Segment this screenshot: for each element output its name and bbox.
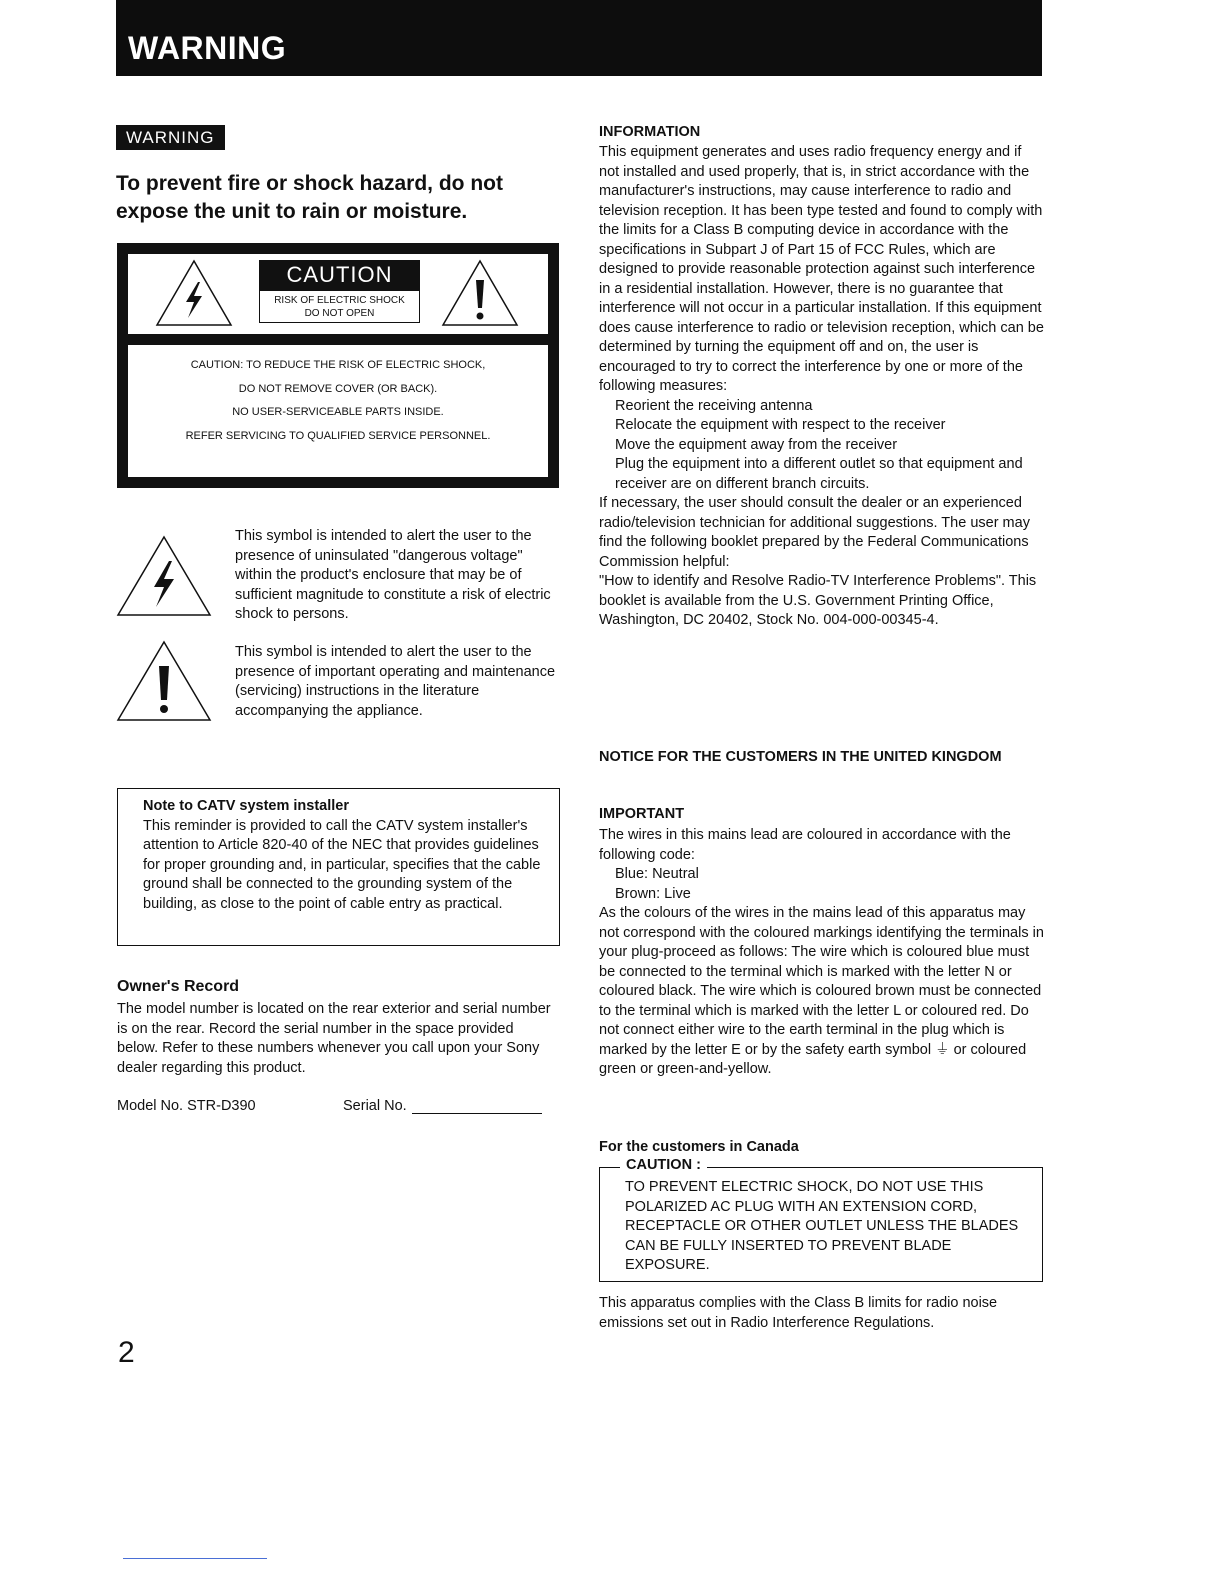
important-title: IMPORTANT — [599, 806, 685, 822]
page-title: WARNING — [128, 30, 287, 66]
caution-sub-line2: DO NOT OPEN — [304, 308, 375, 319]
wire-code: Blue: Neutral — [615, 866, 699, 882]
lightning-triangle-icon — [154, 258, 234, 328]
canada-title: For the customers in Canada — [599, 1139, 799, 1155]
information-section — [599, 143, 1044, 631]
exclamation-symbol-icon — [116, 640, 212, 722]
serial-number-blank — [412, 1113, 542, 1114]
caution-word: CAUTION — [259, 260, 420, 290]
caution-line: NO USER-SERVICEABLE PARTS INSIDE. — [232, 406, 444, 418]
caution-lines — [128, 354, 548, 448]
information-text-3: "How to identify and Resolve Radio-TV Interference Problems". This booklet is available from the U.S. Government Printing Office, Washington, DC 20402, Stock No. 004-000-00345-4. — [599, 573, 1037, 628]
information-title: INFORMATION — [599, 124, 701, 140]
bottom-rule — [123, 1558, 267, 1559]
wire-code: Brown: Live — [615, 885, 691, 902]
exclamation-triangle-icon — [440, 258, 520, 328]
important-section — [599, 826, 1044, 1080]
important-intro: The wires in this mains lead are coloured in accordance with the following code: — [599, 827, 1011, 863]
warning-label: WARNING — [116, 125, 225, 150]
catv-note-text: This reminder is provided to call the CATV system installer's attention to Article 820-40 of the NEC that provides guidelines for proper grounding and, in particular, specifies that the cable ground shall be connected to the grounding system of the building, as close to the point of cable entry as practical. — [143, 817, 541, 912]
caution-line: DO NOT REMOVE COVER (OR BACK). — [238, 382, 438, 395]
serial-number-label: Serial No. — [343, 1098, 407, 1114]
canada-caution-text: TO PREVENT ELECTRIC SHOCK, DO NOT USE THIS POLARIZED AC PLUG WITH AN EXTENSION CORD, RECEPTACLE OR OTHER OUTLET UNLESS THE BLADES CAN BE FULLY INSERTED TO PREVENT BLADE EXPOSURE. — [625, 1179, 1019, 1273]
owners-record-title: Owner's Record — [117, 978, 240, 995]
caution-line: CAUTION: TO REDUCE THE RISK OF ELECTRIC SHOCK, — [190, 359, 486, 371]
caution-line: REFER SERVICING TO QUALIFIED SERVICE PERSONNEL. — [185, 429, 491, 442]
measure-item: Move the equipment away from the receiver — [615, 436, 898, 453]
measure-item: Plug the equipment into a different outlet so that equipment and receiver are on different branch circuits. — [615, 456, 1023, 492]
model-number: Model No. STR-D390 — [117, 1098, 256, 1114]
information-text-2: If necessary, the user should consult the dealer or an experienced radio/television technician for additional suggestions. The user may find the following booklet prepared by the Federal Communications Commission helpful: — [599, 495, 1030, 570]
uk-notice-title: NOTICE FOR THE CUSTOMERS IN THE UNITED KINGDOM — [599, 749, 1002, 765]
caution-sub-line1: RISK OF ELECTRIC SHOCK — [274, 295, 405, 306]
measure-item: Relocate the equipment with respect to the receiver — [615, 417, 946, 433]
catv-note — [143, 797, 548, 914]
information-text: This equipment generates and uses radio frequency energy and if not installed and used properly, that is, in strict accordance with the manufacturer's instructions, may cause interference to radio and television reception. It has been type tested and found to comply with the limits for a Class B computing device in accordance with the specifications in Subpart J of Part 15 of FCC Rules, which are designed to provide reasonable protection against such interference in a residential installation. However, there is no guarantee that interference will not occur in a particular installation. If this equipment does cause interference to radio or television reception, which can be determined by turning the equipment off and on, the user is encouraged to try to correct the interference by one or more of the following measures: — [599, 144, 1044, 394]
measure-item: Reorient the receiving antenna — [615, 397, 813, 414]
important-text: As the colours of the wires in the mains lead of this apparatus may not correspond with the coloured markings identifying the terminals in your plug-proceed as follows: The wire which is coloured blue must be connected to the terminal which is marked with the letter N or coloured black. The wire which is coloured brown must be connected to the terminal which is marked with the letter L or coloured red. Do not connect either wire to the earth terminal in the plug which is marked by the letter E or by the safety earth symbol ⏚ or coloured green or green-and-yellow. — [599, 905, 1044, 1077]
canada-caution-label: CAUTION : — [620, 1157, 707, 1173]
class-b-compliance-text: This apparatus complies with the Class B limits for radio noise emissions set out in Radio Interference Regulations. — [599, 1295, 998, 1331]
catv-note-title: Note to CATV system installer — [143, 798, 350, 814]
exclamation-symbol-text: This symbol is intended to alert the user to the presence of important operating and maintenance (servicing) instructions in the literature accompanying the appliance. — [235, 644, 556, 719]
page-number: 2 — [118, 1336, 135, 1369]
owners-record-text: The model number is located on the rear exterior and serial number is on the rear. Record the serial number in the space provided below. Refer to these numbers whenever you call upon your Sony dealer regarding this product. — [117, 1001, 551, 1076]
caution-sub-label — [259, 290, 420, 323]
main-warning: To prevent fire or shock hazard, do not expose the unit to rain or moisture. — [116, 172, 503, 223]
lightning-symbol-text: This symbol is intended to alert the user to the presence of uninsulated "dangerous voltage" within the product's enclosure that may be of sufficient magnitude to constitute a risk of electric shock to persons. — [235, 528, 551, 622]
lightning-symbol-icon — [116, 535, 212, 617]
